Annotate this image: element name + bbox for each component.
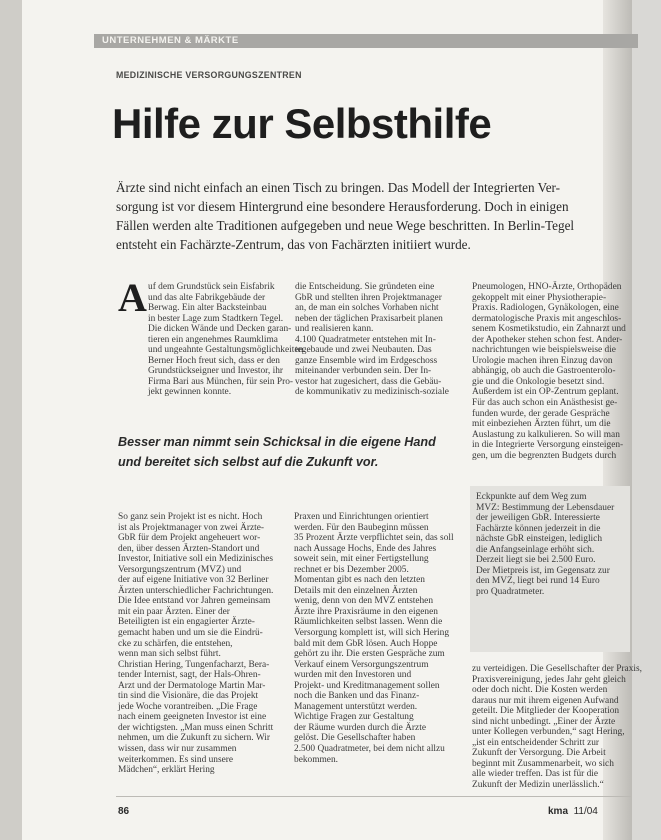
text-line: und das alte Fabrikgebäude der xyxy=(148,292,266,303)
drop-cap: A xyxy=(118,275,147,320)
info-box xyxy=(470,486,630,652)
text-line: oder doch nicht. Die Kosten werden xyxy=(472,685,608,696)
text-line: alle wieder treffen. Das ist für die xyxy=(472,769,599,780)
text-line: Praxis. Radiologen, Gynäkologen, eine xyxy=(472,303,619,314)
text-line: rechnet er bis Dezember 2005. xyxy=(294,564,409,575)
text-line: 35 Prozent Ärzte verpflichtet sein, das soll xyxy=(294,533,454,544)
lead-paragraph xyxy=(116,178,626,254)
text-line: Praxen und Einrichtungen orientiert xyxy=(294,512,429,522)
text-line: So ganz sein Projekt ist es nicht. Hoch xyxy=(118,512,263,522)
text-line: Wichtige Fragen zur Gestaltung xyxy=(294,712,414,723)
text-line: Die dicken Wände und Decken garan- xyxy=(148,324,292,335)
text-line: an, de man ein solches Vorhaben nicht xyxy=(295,303,439,314)
section-label: UNTERNEHMEN & MÄRKTE xyxy=(102,35,239,46)
text-line: Management unterstützt werden. xyxy=(294,701,418,712)
text-line: GbR und stellten ihren Projektmanager xyxy=(295,292,442,303)
text-line: gie und die Onkologie besetzt sind. xyxy=(472,376,605,387)
pull-quote-line: Besser man nimmt sein Schicksal in die eigene Hand xyxy=(118,435,436,449)
body-column-2 xyxy=(294,512,454,765)
text-line: die Entscheidung. Sie gründeten eine xyxy=(295,282,435,292)
text-line: abhängig, ob auch die Gastroenterolo- xyxy=(472,366,616,377)
text-line: funden wurde, der gerade Gespräche xyxy=(472,408,610,419)
text-line: Auslastung zu kalkulieren. So will man xyxy=(472,429,620,440)
text-line: ganze Ensemble wird im Erdgeschoss xyxy=(295,355,438,366)
text-line: tender Internist, sagt, der Hals-Ohren- xyxy=(118,670,261,681)
text-line: neben der täglichen Praxisarbeit planen xyxy=(295,313,443,324)
pull-quote-line: und bereitet sich selbst auf die Zukunft vor. xyxy=(118,455,379,469)
binding-spine xyxy=(0,0,22,840)
pull-quote xyxy=(118,432,436,472)
text-line: Ärzte ihre Praxisräume in den eigenen xyxy=(294,606,438,617)
text-line: Investor, Initiative soll ein Medizinisches xyxy=(118,554,274,565)
text-line: gelöst. Die Gesellschafter haben xyxy=(294,733,416,744)
text-line: der Apotheker stehen schon fest. Ander- xyxy=(472,334,623,345)
text-line: bekommen. xyxy=(294,754,339,765)
text-line: MVZ: Bestimmung der Lebensdauer xyxy=(476,502,615,513)
text-line: Projekt- und Kreditmanagement sollen xyxy=(294,680,440,691)
text-line: tin sind die Visionäre, die das Projekt xyxy=(118,691,259,702)
footer-rule xyxy=(116,796,631,797)
text-line: Der Mietpreis ist, im Gegensatz zur xyxy=(476,565,610,576)
text-line: unter Kollegen verbunden,“ sagt Hering, xyxy=(472,727,625,738)
right-column-bottom xyxy=(472,664,642,791)
text-line: Räumlichkeiten selbst lassen. Wenn die xyxy=(294,617,443,628)
text-line: Arzt und der Dermatologe Martin Mar- xyxy=(118,680,266,691)
text-line: weiterkommen. Es sind unsere xyxy=(118,754,234,765)
text-line: „ist ein entscheidender Schritt zur xyxy=(472,737,600,748)
text-line: pro Quadratmeter. xyxy=(476,586,545,597)
text-line: wurden mit den Investoren und xyxy=(294,670,412,681)
text-line: tegebaude und zwei Neubauten. Das xyxy=(295,345,432,356)
text-line: cke zu schärfen, die entstehen, xyxy=(118,638,233,649)
text-line: Momentan gibt es nach den letzten xyxy=(294,575,425,586)
text-line: Ärzten unterschiedlicher Fachrichtungen. xyxy=(118,585,274,596)
text-line: geteilt. Die Mitglieder der Kooperation xyxy=(472,706,620,717)
text-line: Firma Bari aus München, für sein Pro- xyxy=(148,376,294,387)
text-line: den MVZ, liegt bei rund 14 Euro xyxy=(476,576,600,587)
text-line: Versorgung komplett ist, will sich Hering xyxy=(294,628,450,639)
text-line: bald mit dem GbR lösen. Auch Hoppe xyxy=(294,638,438,649)
text-line: Eckpunkte auf dem Weg zum xyxy=(476,492,587,502)
text-line: nehmen, um die Zukunft zu sichern. Wir xyxy=(118,733,271,744)
kicker: MEDIZINISCHE VERSORGUNGSZENTREN xyxy=(116,70,302,80)
text-line: Versorgungszentrum (MVZ) und xyxy=(118,564,242,575)
text-line: der auf eigene Initiative von 32 Berliner xyxy=(118,575,269,586)
text-line: daraus nur mit ihrem eigenen Aufwand xyxy=(472,695,619,706)
text-line: jekt gewinnen konnte. xyxy=(148,387,232,398)
text-line: Zukunft der Medizin unerlässlich.“ xyxy=(472,780,604,791)
text-line: gemacht haben und um sie die Eindrü- xyxy=(118,628,263,639)
text-line: nach Aussage Hochs, Ende des Jahres xyxy=(294,543,437,554)
text-line: 2.500 Quadratmeter, bei dem nicht allzu xyxy=(294,744,445,755)
text-line: wenig, denn von den MVZ entstehen xyxy=(294,596,434,607)
text-line: und ungeahnte Gestaltungsmöglichkeiten. xyxy=(148,345,306,356)
intro-column-2 xyxy=(295,282,450,398)
text-line: ist als Projektmanager von zwei Ärzte- xyxy=(118,522,265,533)
text-line: gekoppelt mit einer Physiotherapie- xyxy=(472,292,607,303)
text-line: gehört zu ihr. Die ersten Gespräche zum xyxy=(294,649,445,660)
text-line: senem Kosmetikstudio, ein Zahnarzt und xyxy=(472,324,626,335)
text-line: uf dem Grundstück sein Eisfabrik xyxy=(148,282,275,292)
text-line: de kommunikativ zu medizinisch-soziale xyxy=(295,387,449,398)
text-line: jede Woche vorantreiben. „Die Frage xyxy=(118,701,258,712)
text-line: Die Idee entstand vor Jahren gemeinsam xyxy=(118,596,271,607)
text-line: und realisieren kann. xyxy=(295,324,374,335)
text-line: Für das auch schon ein Anästhesist ge- xyxy=(472,398,618,409)
intro-column-1 xyxy=(148,282,306,398)
right-column-top xyxy=(472,282,630,461)
text-line: Urologie machen ihren Einzug davon xyxy=(472,355,613,366)
text-line: Christian Hering, Tungenfacharzt, Bera- xyxy=(118,659,270,670)
magazine-issue xyxy=(548,806,598,817)
section-bar xyxy=(94,34,638,48)
text-line: GbR für dem Projekt angeheuert wor- xyxy=(118,533,261,544)
text-line: Mädchen“, erklärt Hering xyxy=(118,765,215,776)
text-line: Fachärzte können jederzeit in die xyxy=(476,523,601,534)
text-line: Verkauf einem Versorgungszentrum xyxy=(294,659,429,670)
text-line: tieren ein angenehmes Raumklima xyxy=(148,334,278,345)
text-line: soweit sein, mit einer Fertigstellung xyxy=(294,554,429,565)
text-line: dermatologische Praxis mit angeschlos- xyxy=(472,313,622,324)
text-line: in bester Lage zum Stadtkern Tegel. xyxy=(148,313,284,324)
text-line: nachrichtungen wie beispielsweise die xyxy=(472,345,616,356)
text-line: Details mit den einzelnen Ärzten xyxy=(294,585,418,596)
text-line: Beteiligten ist ein engagierter Ärzte- xyxy=(118,617,255,628)
lead-line: sorgung ist vor diesem Hintergrund eine besondere Herausforderung. Doch in einigen xyxy=(116,199,569,214)
lead-line: Ärzte sind nicht einfach an einen Tisch zu bringen. Das Modell der Integrierten Ver- xyxy=(116,180,561,195)
text-line: zu verteidigen. Die Gesellschafter der Praxis, xyxy=(472,664,642,674)
text-line: der jeweiligen GbR. Interessierte xyxy=(476,513,600,524)
lead-line: entsteht ein Fachärzte-Zentrum, das von Fachärzten initiiert wurde. xyxy=(116,237,471,252)
text-line: nächste GbR einsteigen, lediglich xyxy=(476,534,603,545)
text-line: Derzeit liegt sie bei 2.500 Euro. xyxy=(476,555,596,566)
text-line: 4.100 Quadratmeter entstehen mit In- xyxy=(295,334,436,345)
text-line: der Räume wurden durch die Ärzte xyxy=(294,722,426,733)
text-line: Berwag. Ein alter Backsteinbau xyxy=(148,303,267,314)
text-line: der wichtigsten. „Man muss einen Schritt xyxy=(118,722,274,733)
text-line: noch die Banken und das Finanz- xyxy=(294,691,420,702)
text-line: vestor hat zugesichert, dass die Gebäu- xyxy=(295,376,442,387)
text-line: mit einbeziehen Ärzten führt, um die xyxy=(472,419,611,430)
text-line: mit ein paar Ärzten. Einer der xyxy=(118,606,230,617)
page-number: 86 xyxy=(118,806,130,817)
text-line: sind nicht unbedingt. „Einer der Ärzte xyxy=(472,716,616,727)
text-line: den, über dessen Ärzten-Standort und xyxy=(118,543,260,554)
text-line: Zukunft der Versorgung. Die Arbeit xyxy=(472,748,606,759)
text-line: nach einem geeigneten Investor ist eine xyxy=(118,712,267,723)
text-line: miteinander verbunden sein. Der In- xyxy=(295,366,432,377)
text-line: in die Integrierte Versorgung einsteigen- xyxy=(472,440,624,451)
info-box-text xyxy=(476,492,624,597)
text-line: wenn man sich selbst führt. xyxy=(118,649,221,660)
text-line: Pneumologen, HNO-Ärzte, Orthopäden xyxy=(472,282,622,292)
text-line: werden. Für den Baubeginn müssen xyxy=(294,522,429,533)
text-line: Praxisvereinigung, jedes Jahr geht gleich xyxy=(472,674,626,685)
text-line: beginnt mit Zusammenarbeit, wo sich xyxy=(472,758,614,769)
text-line: Außerdem ist ein OP-Zentrum geplant. xyxy=(472,387,619,398)
text-line: die Anfangseinlage erhöht sich. xyxy=(476,544,595,555)
text-line: Grundstückseigner und Investor, ihr xyxy=(148,366,284,377)
text-line: wissen, dass wir nur zusammen xyxy=(118,744,237,755)
body-column-1 xyxy=(118,512,274,776)
lead-line: Fällen werden alte Traditionen aufgegeben und neue Wege beschritten. In Berlin-Tegel xyxy=(116,218,575,233)
issue-number: 11/04 xyxy=(573,806,598,817)
text-line: Berner Hoch freut sich, dass er den xyxy=(148,355,280,366)
text-line: gen, um die begrenzten Budgets durch xyxy=(472,450,617,461)
magazine-name: kma xyxy=(548,806,569,817)
headline: Hilfe zur Selbsthilfe xyxy=(112,100,492,147)
